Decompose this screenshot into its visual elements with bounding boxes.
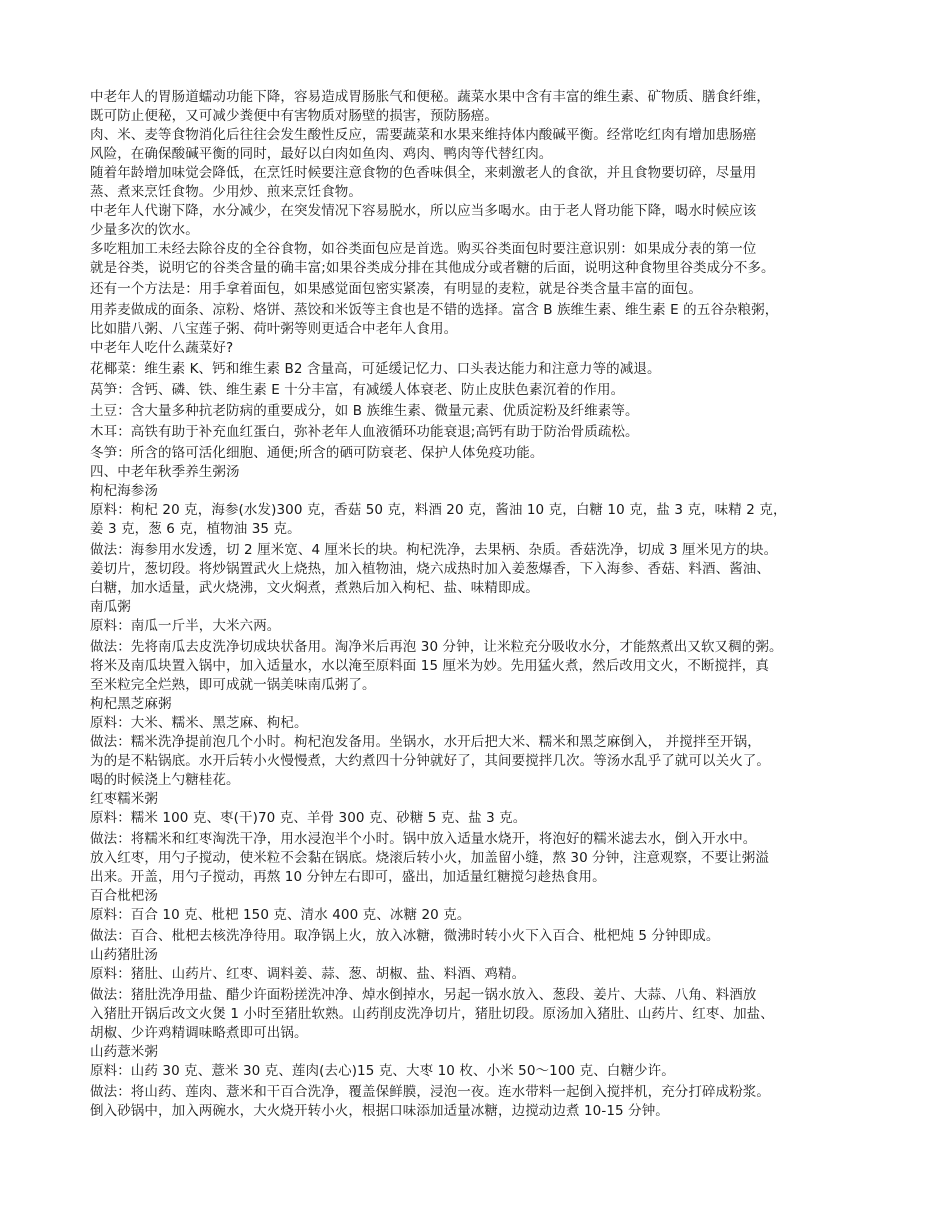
paragraph: 肉、米、麦等食物消化后往往会发生酸性反应，需要蔬菜和水果来维持体内酸碱平衡。经常吃红肉有增加患肠癌 风险，在确保酸碱平衡的同时，最好以白肉如鱼肉、鸡肉、鸭肉等代替红肉。	[90, 127, 757, 162]
paragraph: 花椰菜：维生素 K、钙和维生素 B2 含量高，可延缓记忆力、口头表达能力和注意力等的减退。	[90, 361, 661, 377]
recipe-ingredients: 原料：大米、糯米、黑芝麻、枸杞。	[90, 715, 308, 731]
recipe-title: 枸杞黑芝麻粥	[90, 696, 172, 712]
recipe-method: 做法：猪肚洗净用盐、醋少许面粉搓洗冲净、焯水倒掉水，另起一锅水放入、葱段、姜片、大蒜、八角、料酒放 入猪肚开锅后改文火煲 1 小时至猪肚软熟。山药削皮洗净切片，猪肚切段。原汤加入猪肚、山药片、红枣、加盐、 胡椒、少许鸡精调味略煮即可出锅。	[90, 987, 774, 1041]
section-heading: 四、中老年秋季养生粥汤	[90, 464, 240, 480]
paragraph: 土豆：含大量多种抗老防病的重要成分，如 B 族维生素、微量元素、优质淀粉及纤维素等。	[90, 403, 639, 419]
document-body	[90, 88, 880, 1121]
section-heading: 中老年人吃什么蔬菜好?	[90, 340, 234, 356]
recipe-title: 枸杞海参汤	[90, 483, 158, 499]
recipe-method: 做法：先将南瓜去皮洗净切成块状备用。淘净米后再泡 30 分钟，让米粒充分吸收水分，才能熬煮出又软又稠的粥。 将米及南瓜块置入锅中，加入适量水，水以淹至原料面 15 厘米为妙。先用猛火煮，然后改用文火，不断搅拌，真 至米粒完全烂熟，即可成就一锅美味南瓜粥了。	[90, 639, 783, 693]
recipe-title: 南瓜粥	[90, 599, 131, 615]
recipe-method: 做法：将山药、莲肉、薏米和干百合洗净，覆盖保鲜膜，浸泡一夜。连水带料一起倒入搅拌机，充分打碎成粉浆。 倒入砂锅中，加入两碗水，大火烧开转小火，根据口味添加适量冰糖，边搅动边煮 10-15 分钟。	[90, 1084, 770, 1119]
paragraph: 还有一个方法是：用手拿着面包，如果感觉面包密实紧凑，有明显的麦粒，就是谷类含量丰富的面包。	[90, 281, 702, 297]
recipe-method: 做法：糯米洗净提前泡几个小时。枸杞泡发备用。坐锅水，水开后把大米、糯米和黑芝麻倒入， 并搅拌至开锅， 为的是不粘锅底。水开后转小火慢慢煮，大约煮四十分钟就好了，其间要搅拌几次。等汤水乱乎了就可以关火了。 喝的时候浇上勺糖桂花。	[90, 734, 770, 788]
recipe-ingredients: 原料：枸杞 20 克，海参(水发)300 克，香菇 50 克，料酒 20 克，酱油 10 克，白糖 10 克，盐 3 克，味精 2 克， 姜 3 克，葱 6 克，植物油 35 克。	[90, 502, 787, 537]
recipe-method: 做法：百合、枇杷去核洗净待用。取净锅上火，放入冰糖，微沸时转小火下入百合、枇杷炖 5 分钟即成。	[90, 928, 720, 944]
paragraph: 中老年人的胃肠道蠕动功能下降，容易造成胃肠胀气和便秘。蔬菜水果中含有丰富的维生素、矿物质、膳食纤维， 既可防止便秘，又可减少粪便中有害物质对肠壁的损害，预防肠癌。	[90, 89, 770, 124]
paragraph: 用荞麦做成的面条、凉粉、烙饼、蒸饺和米饭等主食也是不错的选择。富含 B 族维生素、维生素 E 的五谷杂粮粥， 比如腊八粥、八宝莲子粥、荷叶粥等则更适合中老年人食用。	[90, 302, 779, 337]
recipe-title: 山药猪肚汤	[90, 947, 158, 963]
paragraph: 多吃粗加工未经去除谷皮的全谷食物，如谷类面包应是首选。购买谷类面包时要注意识别：如果成分表的第一位 就是谷类，说明它的谷类含量的确丰富;如果谷类成分排在其他成分或者糖的后面，说明这种食物里谷类成分不多。	[90, 241, 775, 276]
recipe-title: 山药薏米粥	[90, 1044, 158, 1060]
recipe-ingredients: 原料：猪肚、山药片、红枣、调料姜、蒜、葱、胡椒、盐、料酒、鸡精。	[90, 966, 526, 982]
paragraph: 莴笋：含钙、磷、铁、维生素 E 十分丰富，有减缓人体衰老、防止皮肤色素沉着的作用。	[90, 382, 625, 398]
recipe-ingredients: 原料：山药 30 克、薏米 30 克、莲肉(去心)15 克、大枣 10 枚、小米 50～100 克、白糖少许。	[90, 1063, 675, 1079]
recipe-ingredients: 原料：糯米 100 克、枣(干)70 克、羊骨 300 克、砂糖 5 克、盐 3 克。	[90, 810, 527, 826]
recipe-title: 百合枇杷汤	[90, 888, 158, 904]
recipe-ingredients: 原料：南瓜一斤半，大米六两。	[90, 618, 281, 634]
paragraph: 随着年龄增加味觉会降低，在烹饪时候要注意食物的色香味俱全，来刺激老人的食欲，并且食物要切碎，尽量用 蒸、煮来烹饪食物。少用炒、煎来烹饪食物。	[90, 165, 757, 200]
paragraph: 木耳：高铁有助于补充血红蛋白，弥补老年人血液循环功能衰退;高钙有助于防治骨质疏松。	[90, 424, 639, 440]
paragraph: 冬笋：所含的铬可活化细胞、通便;所含的硒可防衰老、保护人体免疫功能。	[90, 445, 544, 461]
recipe-method: 做法：海参用水发透，切 2 厘米宽、4 厘米长的块。枸杞洗净，去果柄、杂质。香菇洗净，切成 3 厘米见方的块。 姜切片，葱切段。将炒锅置武火上烧热，加入植物油，烧六成热时加入姜葱爆香，下入海参、香菇、料酒、酱油、 白糖，加水适量，武火烧沸，文火焖煮，煮熟后加入枸杞、盐、味精即成。	[90, 542, 778, 596]
recipe-title: 红枣糯米粥	[90, 791, 158, 807]
paragraph: 中老年人代谢下降，水分减少，在突发情况下容易脱水，所以应当多喝水。由于老人肾功能下降，喝水时候应该 少量多次的饮水。	[90, 203, 757, 238]
recipe-method: 做法：将糯米和红枣淘洗干净，用水浸泡半个小时。锅中放入适量水烧开，将泡好的糯米滤去水，倒入开水中。 放入红枣，用勺子搅动，使米粒不会黏在锅底。烧滚后转小火，加盖留小缝，熬 30 分钟，注意观察，不要让粥溢 出来。开盖，用勺子搅动，再熬 10 分钟左右即可，盛出，加适量红糖搅匀趁热食用。	[90, 831, 769, 885]
recipe-ingredients: 原料：百合 10 克、枇杷 150 克、清水 400 克、冰糖 20 克。	[90, 907, 471, 923]
